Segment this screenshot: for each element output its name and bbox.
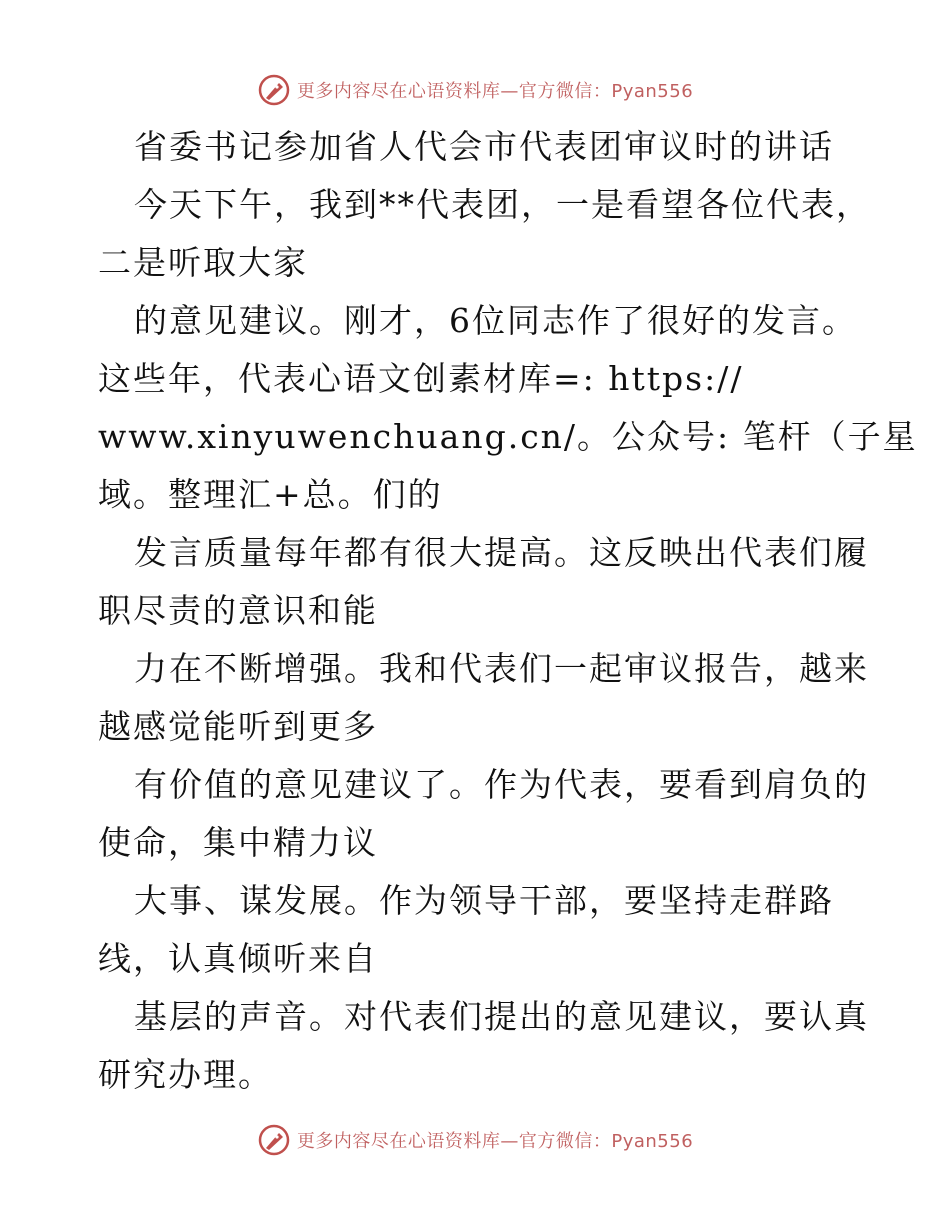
- document-title: 省委书记参加省人代会市代表团审议时的讲话: [134, 127, 834, 166]
- pen-nib-icon: [257, 1123, 291, 1157]
- text-line: 基层的声音。对代表们提出的意见建议，要认真: [134, 997, 869, 1036]
- banner-text: [297, 77, 693, 103]
- text-line: 的意见建议。刚才，6位同志作了很好的发言。: [134, 301, 857, 340]
- text-line: 这些年，代表心语文创素材库=: https://: [98, 359, 744, 398]
- banner: [257, 1123, 693, 1157]
- text-line: 域。整理汇+总。们的: [98, 475, 443, 514]
- text-line: 越感觉能听到更多: [98, 707, 378, 746]
- banner-separator: —: [500, 1131, 519, 1152]
- text-line: 今天下午，我到**代表团，一是看望各位代表，: [134, 185, 871, 224]
- text-line: 职尽责的意识和能: [98, 591, 378, 630]
- text-line: 研究办理。: [98, 1055, 273, 1094]
- header-banner: [0, 70, 950, 110]
- text-line: 有价值的意见建议了。作为代表，要看到肩负的: [134, 765, 869, 804]
- text-line: 使命，集中精力议: [98, 823, 378, 862]
- banner-separator: —: [500, 81, 519, 102]
- footer-banner: [0, 1120, 950, 1160]
- pen-nib-icon: [257, 73, 291, 107]
- text-line: 二是听取大家: [98, 243, 308, 282]
- text-line: 发言质量每年都有很大提高。这反映出代表们履: [134, 533, 869, 572]
- text-line: 大事、谋发展。作为领导干部，要坚持走群路: [134, 881, 834, 920]
- banner-wechat-text: 官方微信：Pyan556: [518, 81, 694, 102]
- document-body: [98, 118, 918, 1104]
- text-line: www.xinyuwenchuang.cn/。公众号: 笔杆（子星: [98, 417, 918, 456]
- banner-wechat-text: 官方微信：Pyan556: [518, 1131, 694, 1152]
- banner-text: [297, 1127, 693, 1153]
- banner-main-text: 更多内容尽在心语资料库: [296, 1131, 501, 1152]
- text-line: 线，认真倾听来自: [98, 939, 378, 978]
- text-line: 力在不断增强。我和代表们一起审议报告，越来: [134, 649, 869, 688]
- banner: [257, 73, 693, 107]
- banner-main-text: 更多内容尽在心语资料库: [296, 81, 501, 102]
